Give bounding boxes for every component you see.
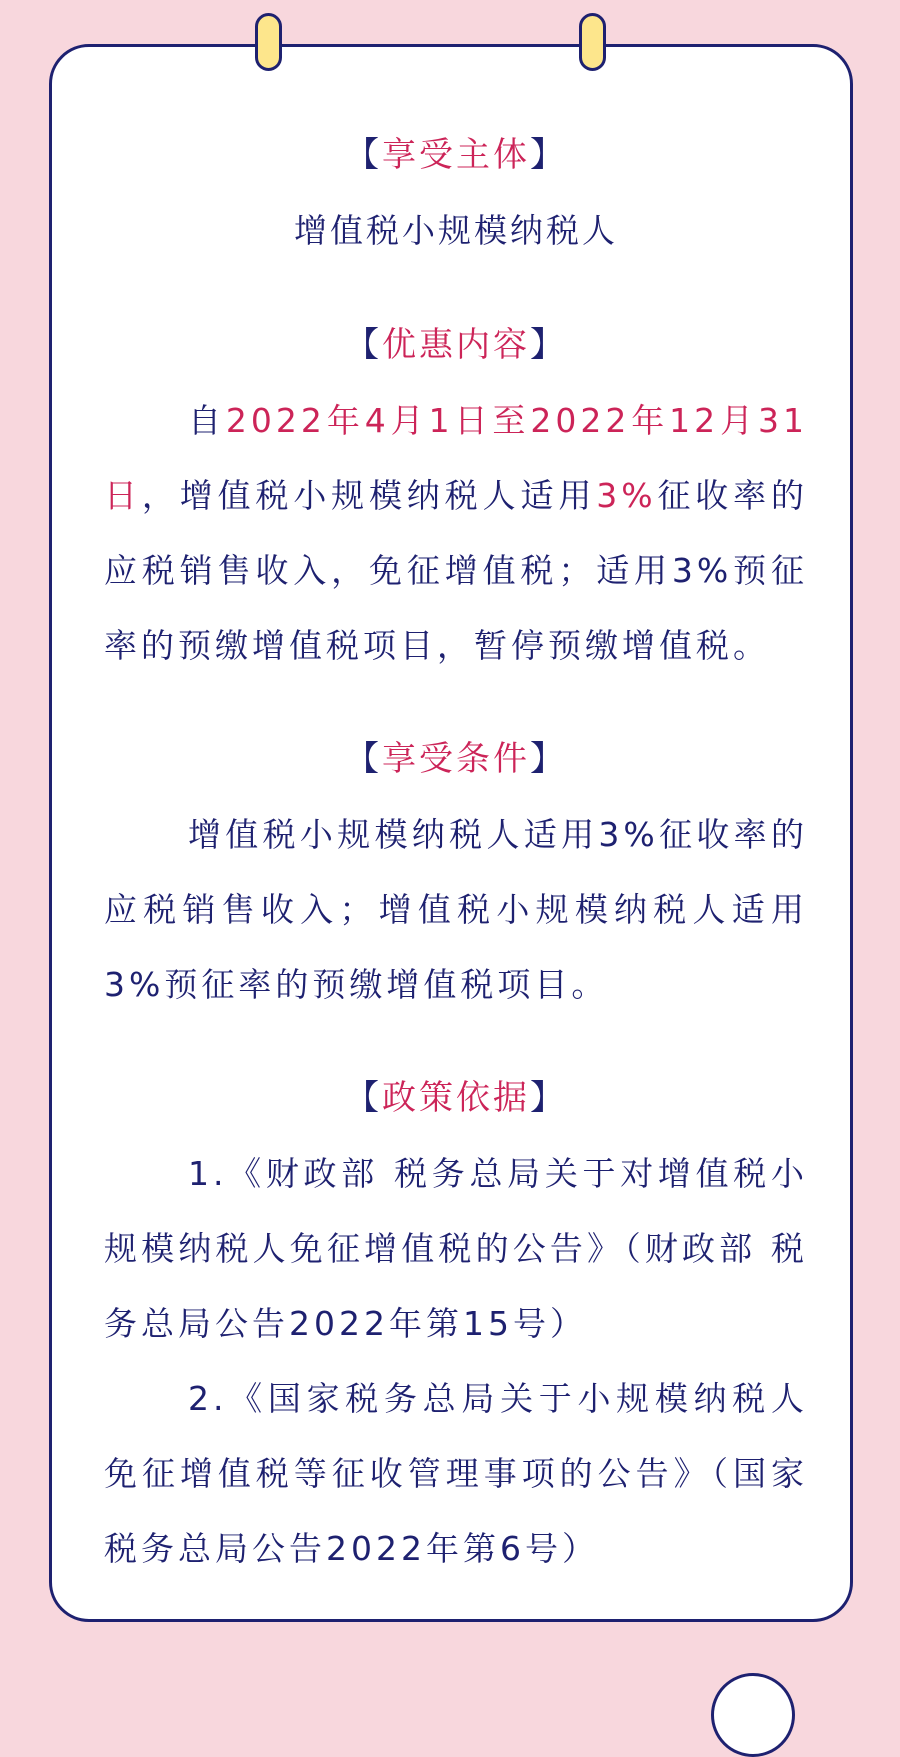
heading-basis-label: 政策依据: [382, 1078, 530, 1118]
content-paragraph: 自2022年4月1日至2022年12月31日，增值税小规模纳税人适用3%征收率的应税销售收入，免征增值税；适用3%预征率的预缴增值税项目，暂停预缴增值税。: [104, 401, 809, 665]
subject-text: 增值税小规模纳税人: [294, 211, 618, 250]
conditions-paragraph: 增值税小规模纳税人适用3%征收率的应税销售收入；增值税小规模纳税人适用3%预征率的预缴增值税项目。: [104, 815, 808, 1004]
binder-ring-left: [255, 13, 282, 71]
heading-conditions-label: 享受条件: [382, 739, 530, 779]
policy-card: [49, 44, 853, 1622]
date-range: 2022年4月1日至2022年12月31日: [104, 401, 808, 515]
card-content: [104, 117, 808, 1586]
heading-conditions: 【享受条件】: [345, 739, 567, 779]
heading-content: 【优惠内容】: [345, 325, 567, 365]
decorative-circle: [711, 1673, 795, 1757]
heading-subject: 【享受主体】: [345, 135, 567, 175]
heading-content-label: 优惠内容: [382, 325, 530, 365]
basis-item-1: 1.《财政部 税务总局关于对增值税小规模纳税人免征增值税的公告》（财政部 税务总局公告2022年第15号）: [104, 1154, 808, 1343]
heading-basis: 【政策依据】: [345, 1078, 567, 1118]
rate-highlight: 3%: [596, 476, 657, 515]
basis-item-2: 2.《国家税务总局关于小规模纳税人免征增值税等征收管理事项的公告》（国家税务总局公告2022年第6号）: [104, 1379, 808, 1568]
binder-ring-right: [579, 13, 606, 71]
heading-subject-label: 享受主体: [382, 135, 530, 175]
